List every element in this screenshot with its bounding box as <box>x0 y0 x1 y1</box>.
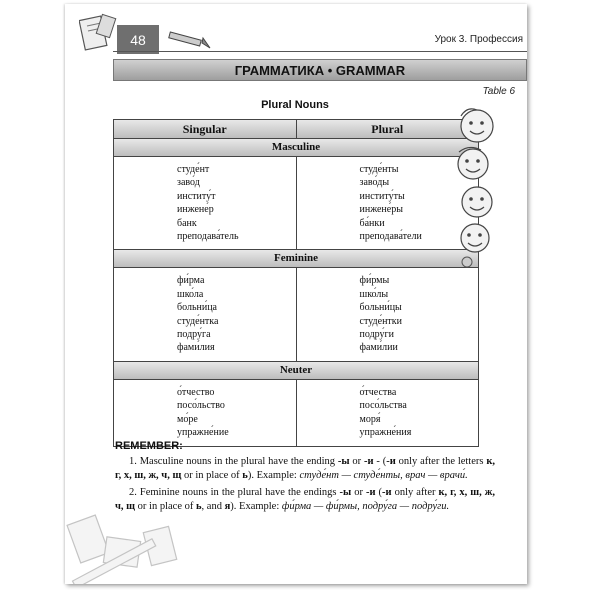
noun-plural: больни́цы <box>359 302 402 314</box>
noun-plural: посо́льства <box>359 400 407 412</box>
textbook-page <box>65 4 527 584</box>
noun-plural: моря́ <box>359 413 381 425</box>
noun-plural: упражне́ния <box>359 427 412 439</box>
noun-plural: фами́лии <box>359 342 398 354</box>
page-number: 48 <box>117 25 159 54</box>
faded-stationery-illustration <box>65 499 205 584</box>
noun-singular: фами́лия <box>177 342 215 354</box>
noun-singular: студе́нт <box>177 164 210 175</box>
noun-plural: студе́нты <box>359 164 399 175</box>
rule-masculine: 1. Masculine nouns in the plural have the ending -ы or -и - (-и only after the letters к, г, х, ш, ж, ч, щ or in place of ь). Example: студе́нт — студе́нты, врач — врачи́. <box>115 455 495 481</box>
column-header-plural: Plural <box>371 122 404 136</box>
lesson-title: Урок 3. Профессия <box>434 34 523 45</box>
noun-singular: институ́т <box>177 190 216 202</box>
header-divider <box>113 51 527 52</box>
noun-plural: о́тчества <box>359 386 397 398</box>
pencil-icon <box>165 29 211 49</box>
section-banner: ГРАММАТИКА • GRAMMAR <box>113 59 527 81</box>
section-feminine: Feminine <box>114 249 478 268</box>
table-header-row <box>114 120 478 139</box>
noun-singular: упражне́ние <box>177 427 229 439</box>
noun-singular: студе́нтка <box>177 315 219 327</box>
noun-plural: институ́ты <box>359 190 405 202</box>
noun-plural: фи́рмы <box>359 275 390 287</box>
singular-column <box>114 268 297 360</box>
children-illustration <box>447 104 497 274</box>
remember-heading: REMEMBER: <box>115 440 183 452</box>
section-neuter: Neuter <box>114 361 478 380</box>
column-header-singular: Singular <box>114 120 297 138</box>
singular-column <box>114 157 297 249</box>
table-title: Plural Nouns <box>261 99 329 111</box>
noun-singular: больни́ца <box>177 302 217 314</box>
noun-singular: заво́д <box>177 177 200 189</box>
noun-singular: посо́льство <box>177 400 225 412</box>
stationery-illustration <box>79 12 119 52</box>
noun-plural: студе́нтки <box>359 315 403 327</box>
noun-plural: ба́нки <box>359 217 385 229</box>
noun-singular: банк <box>177 217 197 229</box>
singular-column <box>114 380 297 446</box>
noun-singular: инжене́р <box>177 204 214 216</box>
plural-column <box>297 268 479 360</box>
noun-plural: подру́ги <box>359 329 394 341</box>
feminine-rows <box>114 268 478 360</box>
section-masculine: Masculine <box>114 139 478 157</box>
noun-plural: заво́ды <box>359 177 390 189</box>
masculine-rows <box>114 157 478 249</box>
table-number: Table 6 <box>482 86 515 97</box>
noun-singular: мо́ре <box>177 413 198 425</box>
neuter-rows <box>114 380 478 446</box>
plural-column <box>297 380 479 446</box>
plural-nouns-table <box>113 119 479 447</box>
noun-plural: преподава́тели <box>359 231 422 243</box>
noun-singular: шко́ла <box>177 288 204 300</box>
noun-singular: фи́рма <box>177 275 205 287</box>
rule-feminine: 2. Feminine nouns in the plural have the endings -ы or -и (-и only after к, г, х, ш, ж, ч, щ or in place of ь, and я). Example: фи́рма — фи́рмы, подру́га — подру́ги. <box>115 486 495 512</box>
noun-singular: подру́га <box>177 329 211 341</box>
noun-plural: инжене́ры <box>359 204 403 216</box>
noun-singular: о́тчество <box>177 386 215 398</box>
noun-plural: шко́лы <box>359 288 389 300</box>
noun-singular: преподава́тель <box>177 231 239 243</box>
